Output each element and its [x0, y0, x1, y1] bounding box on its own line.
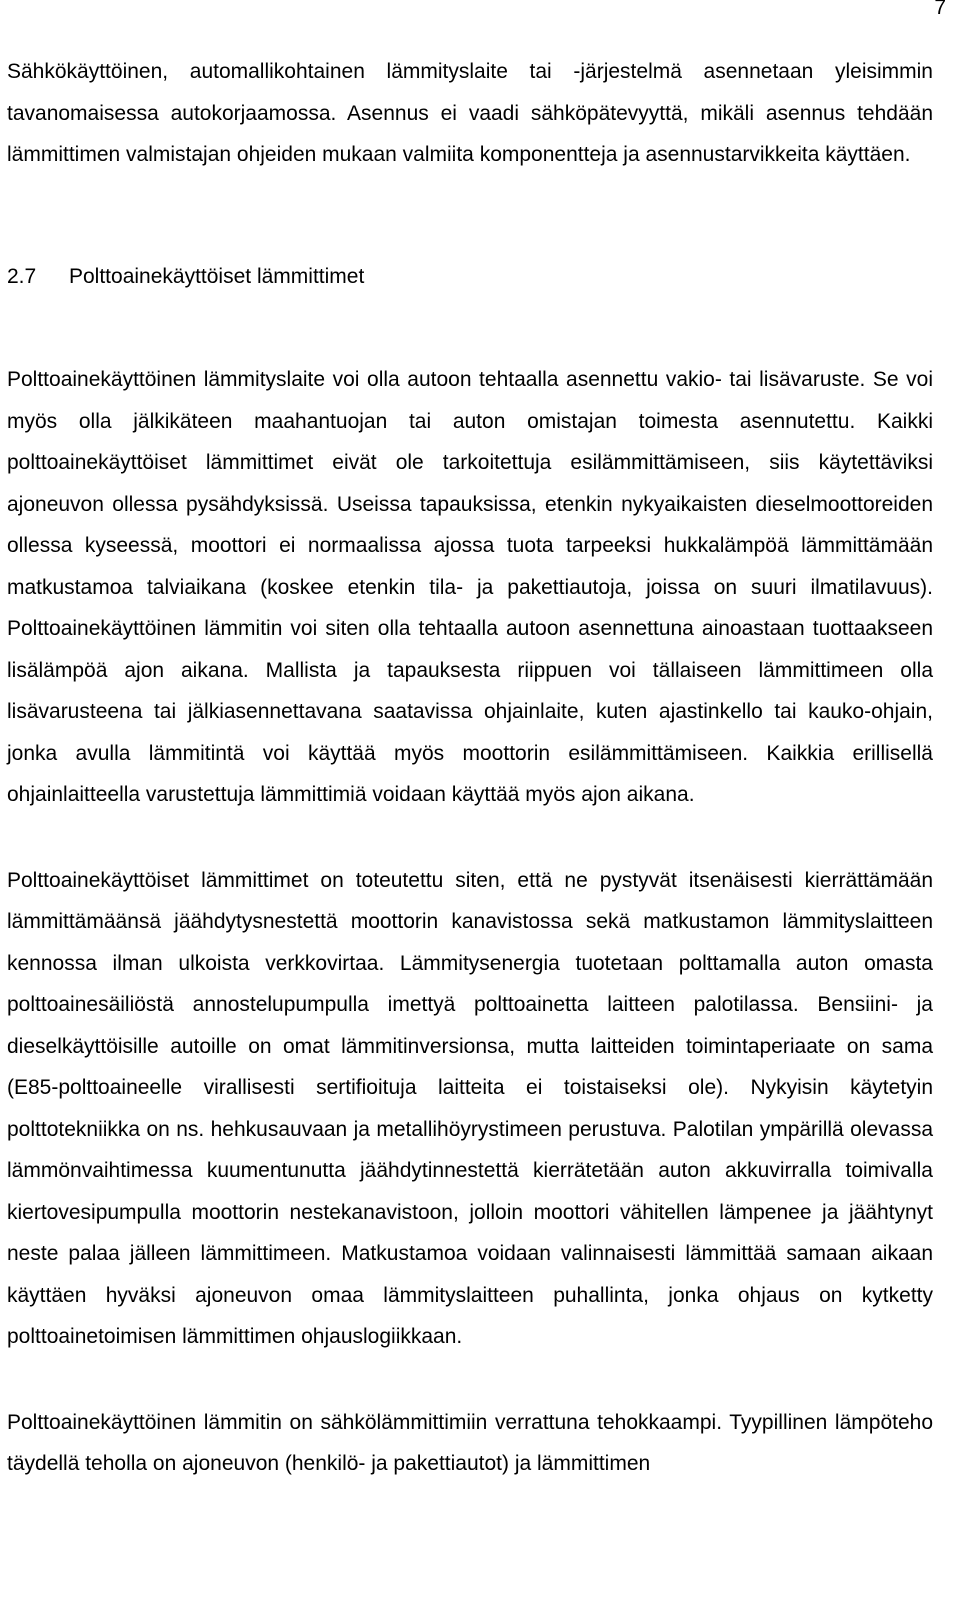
- page-content: [7, 51, 933, 1485]
- body-paragraph-1: Polttoainekäyttöinen lämmityslaite voi olla autoon tehtaalla asennettu vakio- tai lisävaruste. Se voi myös olla jälkikäteen maahantuojan tai auton omistajan toimesta asennutettu. Kaikki polttoainekäyttöiset lämmittimet eivät ole tarkoitettuja esilämmittämiseen, siis käytettäviksi ajoneuvon ollessa pysähdyksissä. Useissa tapauksissa, etenkin nykyaikaisten dieselmoottoreiden ollessa kyseessä, moottori ei normaalissa ajossa tuota tarpeeksi hukkalämpöä lämmittämään matkustamoa talviaikana (koskee etenkin tila- ja pakettiautoja, joissa on suuri ilmatilavuus). Polttoainekäyttöinen lämmitin voi siten olla tehtaalla autoon asennettuna ainoastaan tuottaakseen lisälämpöä ajon aikana. Mallista ja tapauksesta riippuen voi tällaiseen lämmittimeen olla lisävarusteena tai jälkiasennettavana saatavissa ohjainlaite, kuten ajastinkello tai kauko-ohjain, jonka avulla lämmitintä voi käyttää myös moottorin esilämmittämiseen. Kaikkia erillisellä ohjainlaitteella varustettuja lämmittimiä voidaan käyttää myös ajon aikana.: [7, 368, 933, 806]
- body-paragraph-2: Polttoainekäyttöiset lämmittimet on toteutettu siten, että ne pystyvät itsenäisesti kierrättämään lämmittämäänsä jäähdytysnestettä moottorin kanavistossa sekä matkustamon lämmityslaitteen kennossa ilman ulkoista verkkovirtaa. Lämmitysenergia tuotetaan polttamalla auton omasta polttoainesäiliöstä annostelupumpulla imettyä polttoainetta laitteen palotilassa. Bensiini- ja dieselkäyttöisille autoille on omat lämmitinversionsa, mutta laitteiden toimintaperiaate on sama (E85-polttoaineelle virallisesti sertifioituja laitteita ei toistaiseksi ole). Nykyisin käytetyin polttotekniikka on ns. hehkusauvaan ja metallihöyrystimeen perustuva. Palotilan ympärillä olevassa lämmönvaihtimessa kuumentunutta jäähdytinnestettä kierrätetään auton akkuvirralla toimivalla kiertovesipumpulla moottorin nestekanavistoon, jolloin moottori vähitellen lämpenee ja jäähtynyt neste palaa jälleen lämmittimeen. Matkustamoa voidaan valinnaisesti lämmittää samaan aikaan käyttäen hyväksi ajoneuvon omaa lämmityslaitteen puhallinta, jonka ohjaus on kytketty polttoainetoimisen lämmittimen ohjauslogiikkaan.: [7, 868, 933, 1348]
- section-title: Polttoainekäyttöiset lämmittimet: [69, 264, 365, 288]
- body-paragraph-3: Polttoainekäyttöinen lämmitin on sähkölämmittimiin verrattuna tehokkaampi. Tyypillinen lämpöteho täydellä teholla on ajoneuvon (henkilö- ja pakettiautot) ja lämmittimen: [7, 1410, 933, 1475]
- intro-paragraph: Sähkökäyttöinen, automallikohtainen lämmityslaite tai -järjestelmä asennetaan yleisimmin tavanomaisessa autokorjaamossa. Asennus ei vaadi sähköpätevyyttä, mikäli asennus tehdään lämmittimen valmistajan ohjeiden mukaan valmiita komponentteja ja asennustarvikkeita käyttäen.: [7, 60, 933, 166]
- section-number: 2.7: [7, 264, 37, 288]
- section-heading: [7, 256, 933, 298]
- page-number: 7: [934, 0, 946, 19]
